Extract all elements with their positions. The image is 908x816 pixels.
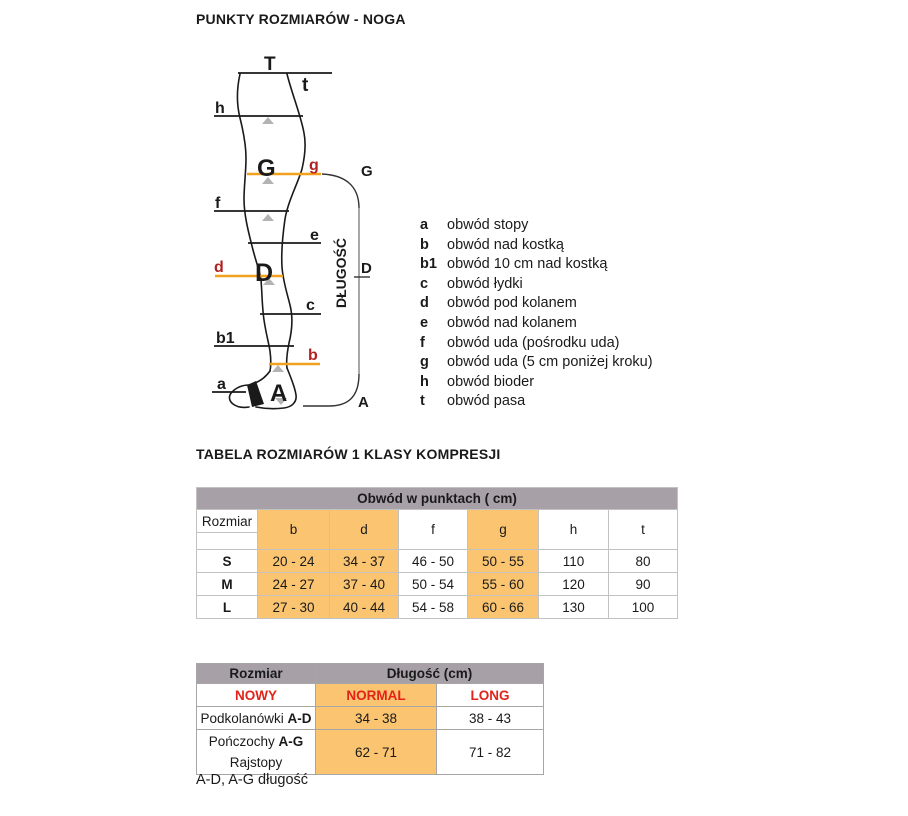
marker-triangle-h bbox=[262, 117, 274, 124]
legend-item bbox=[420, 353, 653, 373]
length-bracket-top-curve bbox=[322, 174, 359, 208]
value-cell: 90 bbox=[609, 573, 678, 596]
col-header-b: b bbox=[258, 510, 330, 550]
legend-item bbox=[420, 294, 653, 314]
legend-desc: obwód stopy bbox=[447, 217, 529, 233]
product-cell bbox=[197, 730, 316, 775]
legend-key: f bbox=[420, 334, 425, 351]
legend-item bbox=[420, 255, 653, 275]
value-cell: 62 - 71 bbox=[316, 730, 437, 775]
empty-cell bbox=[197, 533, 258, 550]
legend-key: c bbox=[420, 275, 429, 292]
value-cell: 34 - 38 bbox=[316, 707, 437, 730]
value-cell: 130 bbox=[539, 596, 609, 619]
legend-desc: obwód bioder bbox=[447, 373, 535, 390]
label-g: g bbox=[309, 157, 319, 174]
label-D-big: D bbox=[255, 259, 274, 287]
length-axis-label: DŁUGOŚĆ bbox=[333, 238, 349, 308]
leg-outline-right bbox=[282, 74, 305, 368]
label-a: a bbox=[217, 376, 226, 393]
variant-long: LONG bbox=[437, 684, 544, 707]
value-cell: 110 bbox=[539, 550, 609, 573]
label-A-bracket: A bbox=[358, 394, 369, 411]
value-cell: 60 - 66 bbox=[468, 596, 539, 619]
label-b: b bbox=[308, 347, 318, 364]
span-header-cell: Obwód w punktach ( cm) bbox=[197, 488, 678, 510]
label-h: h bbox=[215, 100, 225, 117]
size-label: S bbox=[197, 550, 258, 573]
table-row-stockings-tights bbox=[197, 730, 544, 775]
length-col-header: Długość (cm) bbox=[316, 664, 544, 684]
size-label: M bbox=[197, 573, 258, 596]
legend-key: b1 bbox=[420, 256, 437, 273]
table-row bbox=[197, 510, 678, 533]
product-name: Pończochy bbox=[208, 734, 275, 749]
size-col-header: Rozmiar bbox=[197, 664, 316, 684]
table-row-knee-socks bbox=[197, 707, 544, 730]
col-header-f: f bbox=[399, 510, 468, 550]
foot-heel-band bbox=[247, 381, 264, 407]
value-cell: 46 - 50 bbox=[399, 550, 468, 573]
section-title-size-table: TABELA ROZMIARÓW 1 KLASY KOMPRESJI bbox=[196, 446, 501, 462]
value-cell: 24 - 27 bbox=[258, 573, 330, 596]
value-cell: 71 - 82 bbox=[437, 730, 544, 775]
col-header-t: t bbox=[609, 510, 678, 550]
value-cell: 20 - 24 bbox=[258, 550, 330, 573]
value-cell: 40 - 44 bbox=[330, 596, 399, 619]
label-b1: b1 bbox=[216, 330, 235, 347]
foot-toe bbox=[229, 385, 249, 407]
col-header-d: d bbox=[330, 510, 399, 550]
marker-triangle-A-top bbox=[272, 365, 284, 372]
variant-new: NOWY bbox=[197, 684, 316, 707]
legend-item bbox=[420, 334, 653, 354]
value-cell: 27 - 30 bbox=[258, 596, 330, 619]
legend-desc: obwód pod kolanem bbox=[447, 295, 577, 312]
legend-desc: obwód uda (5 cm poniżej kroku) bbox=[447, 354, 653, 371]
value-cell: 80 bbox=[609, 550, 678, 573]
label-A-big: A bbox=[270, 380, 288, 407]
leg-measurement-diagram bbox=[185, 48, 415, 426]
product-points: A-D bbox=[287, 710, 312, 726]
legend-key: d bbox=[420, 295, 429, 312]
label-d: d bbox=[214, 259, 224, 276]
legend-key: h bbox=[420, 373, 429, 390]
length-table bbox=[196, 663, 544, 775]
length-footnote: A-D, A-G długość bbox=[196, 772, 309, 788]
value-cell: 54 - 58 bbox=[399, 596, 468, 619]
label-e: e bbox=[310, 227, 319, 244]
table-row bbox=[197, 488, 678, 510]
legend-desc: obwód nad kostką bbox=[447, 236, 564, 253]
table-row-size-s bbox=[197, 550, 678, 573]
legend-item bbox=[420, 236, 653, 256]
label-G-big: G bbox=[257, 155, 276, 182]
table-row-size-m bbox=[197, 573, 678, 596]
label-c: c bbox=[306, 297, 315, 314]
value-cell: 50 - 54 bbox=[399, 573, 468, 596]
value-cell: 100 bbox=[609, 596, 678, 619]
legend-key: a bbox=[420, 217, 429, 233]
table-row bbox=[197, 664, 544, 684]
label-f: f bbox=[215, 195, 221, 212]
legend-key: t bbox=[420, 393, 425, 410]
value-cell: 34 - 37 bbox=[330, 550, 399, 573]
label-G-bracket: G bbox=[361, 163, 373, 180]
product-name: Podkolanówki bbox=[200, 710, 284, 726]
legend-key: b bbox=[420, 236, 429, 253]
leg-outline-left bbox=[237, 74, 270, 371]
legend-key: g bbox=[420, 354, 429, 371]
table-row bbox=[197, 684, 544, 707]
variant-normal: NORMAL bbox=[316, 684, 437, 707]
col-header-h: h bbox=[539, 510, 609, 550]
legend-item bbox=[420, 275, 653, 295]
marker-triangle-f bbox=[262, 214, 274, 221]
col-header-g: g bbox=[468, 510, 539, 550]
legend-item bbox=[420, 392, 653, 412]
length-bracket-bottom-curve bbox=[303, 374, 359, 406]
value-cell: 37 - 40 bbox=[330, 573, 399, 596]
legend-desc: obwód pasa bbox=[447, 393, 526, 410]
legend-desc: obwód łydki bbox=[447, 275, 523, 292]
label-t: t bbox=[302, 75, 309, 96]
product-cell bbox=[197, 707, 316, 730]
legend-desc: obwód 10 cm nad kostką bbox=[447, 256, 608, 273]
legend-key: e bbox=[420, 314, 429, 331]
size-label: L bbox=[197, 596, 258, 619]
product-points: A-G bbox=[278, 734, 304, 749]
legend-item bbox=[420, 216, 653, 236]
legend-item bbox=[420, 373, 653, 393]
value-cell: 55 - 60 bbox=[468, 573, 539, 596]
label-D-bracket: D bbox=[361, 260, 372, 277]
section-title-measure-points: PUNKTY ROZMIARÓW - NOGA bbox=[196, 11, 406, 27]
label-T: T bbox=[264, 54, 276, 75]
circumference-size-table bbox=[196, 487, 678, 619]
measurement-legend bbox=[420, 216, 653, 412]
legend-desc: obwód uda (pośrodku uda) bbox=[447, 334, 620, 351]
table-row-size-l bbox=[197, 596, 678, 619]
product-name-2: Rajstopy bbox=[229, 755, 283, 770]
value-cell: 120 bbox=[539, 573, 609, 596]
legend-item bbox=[420, 314, 653, 334]
value-cell: 50 - 55 bbox=[468, 550, 539, 573]
value-cell: 38 - 43 bbox=[437, 707, 544, 730]
row-header-cell: Rozmiar bbox=[197, 510, 258, 533]
legend-desc: obwód nad kolanem bbox=[447, 314, 577, 331]
